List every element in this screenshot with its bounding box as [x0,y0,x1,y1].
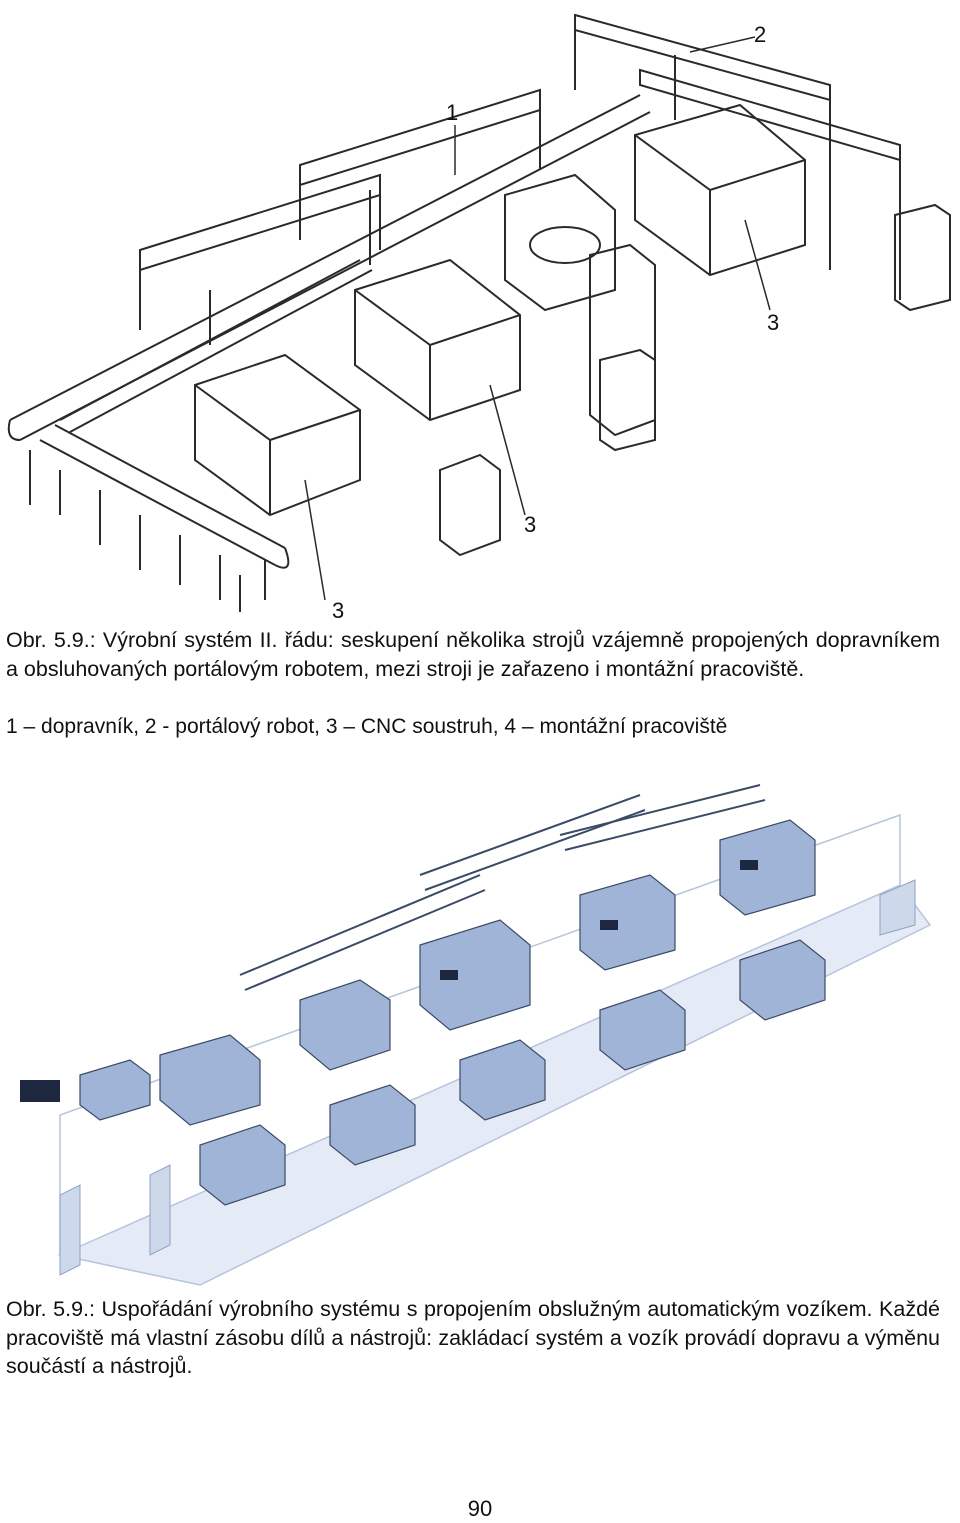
central-cell-drawing [440,175,950,555]
manufacturing-system-line-drawing [0,0,960,625]
callout-2: 2 [754,22,767,47]
conveyor-drawing [9,95,650,612]
callout-3b: 3 [524,512,537,537]
figure1-legend: 1 – dopravník, 2 - portálový robot, 3 – CNC soustruh, 4 – montážní pracoviště [6,715,728,738]
figure2-caption: Obr. 5.9.: Uspořádání výrobního systému s propojením obslužným automatickým vozíkem. Každé pracoviště má vlastní zásobu dílů a nástrojů: zakládací systém a vozík provádí dopravu a výměnu součástí a nástrojů. [6,1297,940,1378]
callout-3a: 3 [767,310,780,335]
page-number: 90 [467,1496,493,1521]
callout-3c: 3 [332,598,345,623]
callout-leaders [305,37,770,600]
production-layout-illustration [0,775,960,1290]
figure1-caption: Obr. 5.9.: Výrobní systém II. řádu: seskupení několika strojů vzájemně propojených dopravníkem a obsluhovaných portálovým robotem, mezi stroji je zařazeno i montážní pracoviště. [6,628,940,681]
callout-1: 1 [446,100,459,125]
